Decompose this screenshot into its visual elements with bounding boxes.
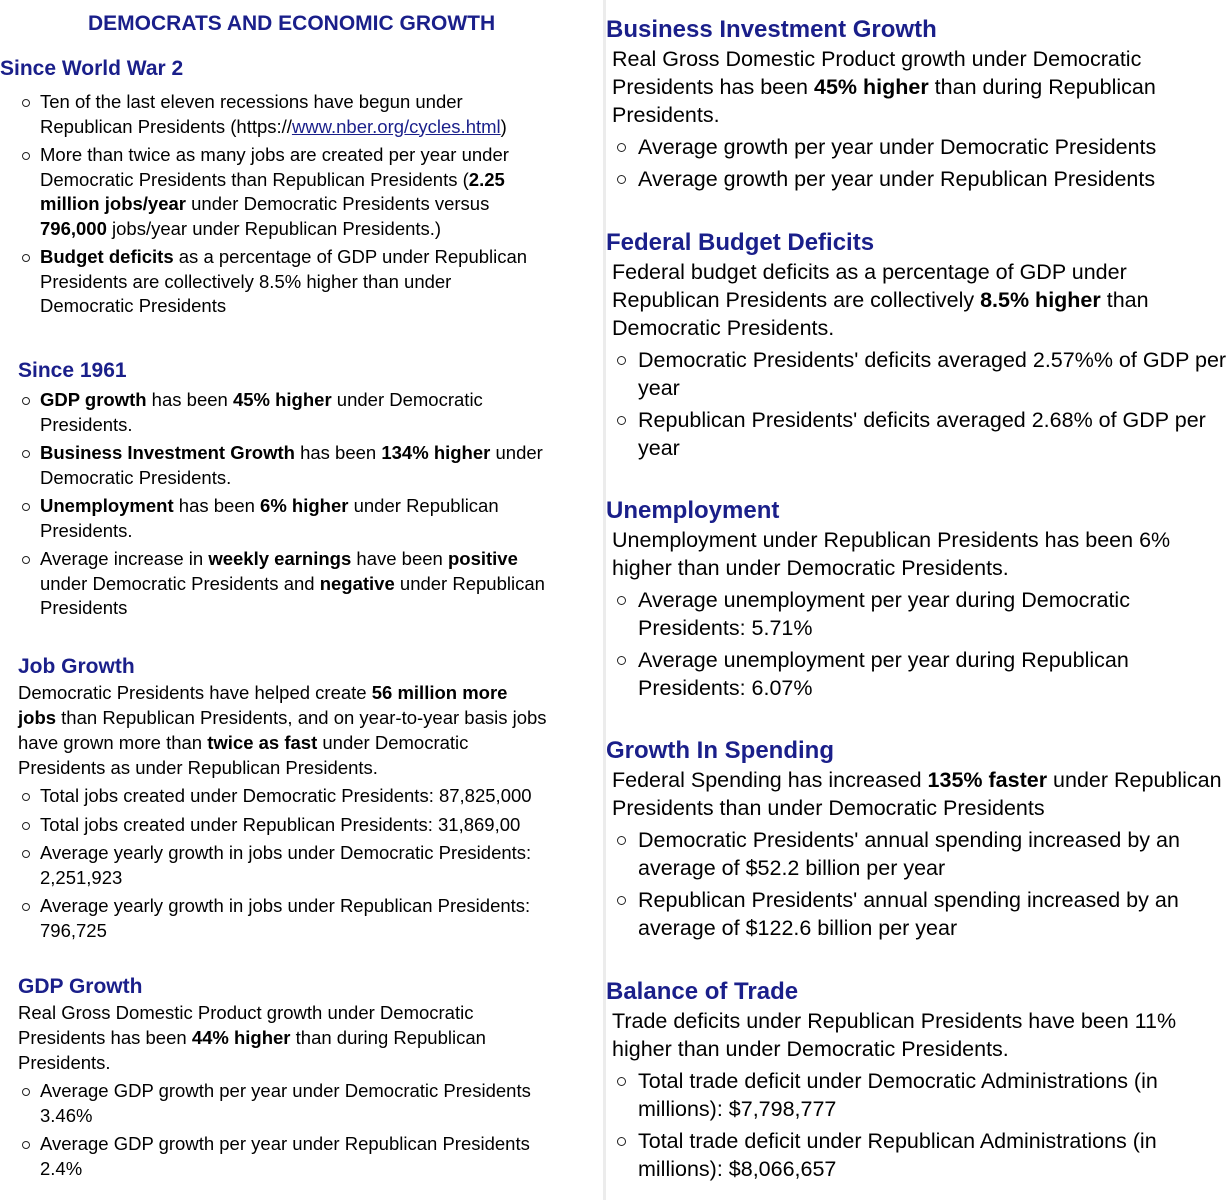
heading-federal-budget-deficits: Federal Budget Deficits (606, 229, 875, 256)
bizinv-paragraph (606, 45, 1200, 129)
heading-gdp-growth: GDP Growth (18, 975, 143, 998)
text: Democratic Presidents have helped create (18, 682, 372, 703)
bold-text: negative (319, 572, 395, 594)
text: Average GDP growth per year under Democratic Presidents (40, 1080, 531, 1101)
bullet-unemployment (0, 494, 602, 543)
text: average of $122.6 billion per year (638, 916, 958, 940)
bold-text: 796,000 (40, 217, 107, 239)
text: Average increase in (40, 548, 209, 569)
text: under Republican (1047, 768, 1222, 792)
text: Presidents. (40, 519, 133, 541)
bold-text: Business Investment Growth (40, 442, 295, 463)
job-growth-paragraph (0, 680, 602, 780)
heading-growth-in-spending: Growth In Spending (606, 737, 834, 764)
text: under Republican (394, 572, 545, 594)
text: Presidents (40, 597, 128, 618)
section-business-investment (606, 15, 1200, 193)
bullet-budget-deficits (0, 245, 602, 319)
right-panel (606, 0, 1226, 1200)
text: under Democratic Presidents and (40, 572, 320, 594)
bullet-gdp-growth (0, 388, 602, 437)
text: average of $52.2 billion per year (638, 856, 946, 880)
bullet-weekly-earnings (0, 547, 602, 621)
heading-since-1961: Since 1961 (18, 359, 127, 382)
text: Presidents than under Democratic Presidents (612, 796, 1045, 820)
bullet-business-investment (0, 441, 602, 490)
text: than (1100, 288, 1149, 312)
bullet-avg-growth-rep: Average growth per year under Republican Presidents (606, 165, 1200, 193)
bullet-avg-gdp-rep (0, 1132, 602, 1181)
text: Total trade deficit under Democratic Administrations (in (638, 1069, 1158, 1093)
text: More than twice as many jobs are created per year under (40, 144, 509, 165)
page-title: DEMOCRATS AND ECONOMIC GROWTH (88, 12, 496, 35)
bold-text: 45% higher (232, 389, 332, 410)
text: Real Gross Domestic Product growth under Democratic (612, 47, 1142, 71)
bold-text: 8.5% higher (980, 288, 1101, 312)
text: under Democratic (317, 732, 469, 753)
text: have grown more than (18, 732, 208, 753)
bold-text: jobs (18, 707, 57, 728)
heading-unemployment: Unemployment (606, 497, 780, 524)
bullet-avg-jobs-rep (0, 894, 602, 943)
text: 796,725 (40, 919, 107, 941)
text: has been (146, 389, 233, 410)
text: have been (351, 548, 448, 569)
text: year (638, 376, 680, 400)
bullet-spending-dem (606, 826, 1200, 882)
bullet-recessions (0, 90, 602, 139)
text: under (490, 442, 543, 463)
text: Trade deficits under Republican Presidents have been 11% (612, 1009, 1177, 1033)
heading-balance-of-trade: Balance of Trade (606, 978, 799, 1005)
text: year (638, 436, 680, 460)
bullet-avg-jobs-dem (0, 841, 602, 890)
section-federal-budget-deficits (606, 228, 1226, 462)
bullet-unemployment-rep (606, 646, 1200, 702)
text: Presidents. (18, 1052, 111, 1073)
section-job-growth (0, 654, 602, 947)
bullet-deficits-rep (606, 406, 1206, 462)
text: Unemployment under Republican Presidents has been 6% (612, 528, 1171, 552)
text: Average yearly growth in jobs under Republican Presidents: (40, 895, 531, 916)
section-since-ww2 (0, 56, 602, 323)
section-gdp-growth (0, 974, 602, 1185)
bold-text: million jobs/year (40, 193, 186, 214)
text: Democratic Presidents. (40, 466, 232, 488)
bold-text: 2.25 (468, 168, 505, 190)
heading-business-investment: Business Investment Growth (606, 16, 937, 43)
bullet-total-jobs-dem: Total jobs created under Democratic Presidents: 87,825,000 (0, 784, 602, 809)
text: Average unemployment per year during Republican (638, 648, 1129, 672)
bold-text: Unemployment (40, 495, 174, 516)
text: Average unemployment per year during Democratic (638, 588, 1130, 612)
left-panel (0, 0, 602, 1200)
text: Democratic Presidents (40, 295, 227, 316)
bold-text: twice as fast (207, 732, 318, 753)
text: as a percentage of GDP under Republican (173, 246, 528, 267)
nber-link[interactable]: www.nber.org/cycles.html (291, 115, 501, 137)
text: than during Republican (928, 75, 1156, 99)
text: Presidents has been (612, 75, 814, 99)
bold-text: 45% higher (814, 75, 929, 99)
text: millions): $8,066,657 (638, 1157, 837, 1181)
text: under Republican (348, 495, 499, 516)
text: Presidents: 6.07% (638, 676, 813, 700)
bullet-avg-growth-dem: Average growth per year under Democratic Presidents (606, 133, 1200, 161)
bold-text: 135% faster (927, 768, 1048, 792)
text: Presidents are collectively 8.5% higher than under (40, 270, 452, 292)
trade-paragraph (606, 1007, 1200, 1063)
text: higher than under Democratic Presidents. (612, 556, 1009, 580)
text: Federal budget deficits as a percentage of GDP under (612, 260, 1127, 284)
text: than Republican Presidents, and on year-to-year basis jobs (56, 707, 547, 728)
heading-job-growth: Job Growth (18, 655, 135, 678)
bold-text: weekly earnings (208, 548, 352, 569)
bullet-unemployment-dem (606, 586, 1200, 642)
text: millions): $7,798,777 (638, 1097, 837, 1121)
text: higher than under Democratic Presidents. (612, 1037, 1009, 1061)
text: Federal Spending has increased (612, 768, 928, 792)
text: Republican Presidents' annual spending increased by an (638, 888, 1179, 912)
section-balance-of-trade (606, 977, 1200, 1183)
text: Real Gross Domestic Product growth under Democratic (18, 1002, 474, 1023)
bold-text: Budget deficits (40, 246, 174, 267)
bold-text: 56 million more (371, 682, 508, 703)
text: Democratic Presidents' deficits averaged 2.57%% of GDP per (638, 348, 1226, 372)
gdp-paragraph (0, 1000, 602, 1075)
text: Average GDP growth per year under Republican Presidents (40, 1133, 530, 1154)
bullet-deficits-dem (606, 346, 1226, 402)
bullet-spending-rep (606, 886, 1200, 942)
text: under Democratic Presidents versus (186, 193, 490, 214)
text: has been (294, 442, 382, 463)
text: Ten of the last eleven recessions have begun under (40, 91, 463, 112)
bullet-trade-rep (606, 1127, 1200, 1183)
text: Presidents as under Republican Presidents. (18, 757, 378, 778)
bold-text: 44% higher (191, 1027, 291, 1048)
bold-text: 134% higher (381, 442, 491, 463)
text: 2.4% (40, 1157, 83, 1179)
unemployment-paragraph (606, 526, 1200, 582)
text: Democratic Presidents than Republican Presidents ( (40, 168, 469, 190)
text: Presidents. (40, 413, 133, 435)
bullet-trade-dem (606, 1067, 1200, 1123)
text: has been (173, 495, 261, 516)
bold-text: positive (447, 548, 518, 569)
text: Republican Presidents' deficits averaged 2.68% of GDP per (638, 408, 1206, 432)
heading-since-ww2: Since World War 2 (0, 57, 184, 80)
bullet-jobs-per-year (0, 143, 602, 241)
section-since-1961 (0, 358, 602, 625)
spending-paragraph (606, 766, 1222, 822)
text: Democratic Presidents' annual spending increased by an (638, 828, 1180, 852)
bullet-total-jobs-rep: Total jobs created under Republican Presidents: 31,869,00 (0, 813, 602, 838)
text: Presidents has been (18, 1027, 192, 1048)
text: Democratic Presidents. (612, 316, 835, 340)
text: Presidents. (612, 103, 720, 127)
bullet-avg-gdp-dem (0, 1079, 602, 1128)
text: Total trade deficit under Republican Administrations (in (638, 1129, 1157, 1153)
text: under Democratic (331, 389, 483, 410)
text: 2,251,923 (40, 866, 123, 888)
text: 3.46% (40, 1104, 93, 1126)
text: Presidents: 5.71% (638, 616, 813, 640)
text: Republican Presidents (https:// (40, 115, 292, 137)
bold-text: 6% higher (260, 495, 349, 516)
section-unemployment (606, 496, 1200, 702)
text: Republican Presidents are collectively (612, 288, 981, 312)
text: jobs/year under Republican Presidents.) (106, 217, 442, 239)
text: ) (500, 115, 507, 137)
text: Average yearly growth in jobs under Democratic Presidents: (40, 842, 532, 863)
text: than during Republican (290, 1027, 486, 1048)
section-growth-in-spending (606, 736, 1222, 942)
deficits-paragraph (606, 258, 1200, 342)
bold-text: GDP growth (40, 389, 147, 410)
